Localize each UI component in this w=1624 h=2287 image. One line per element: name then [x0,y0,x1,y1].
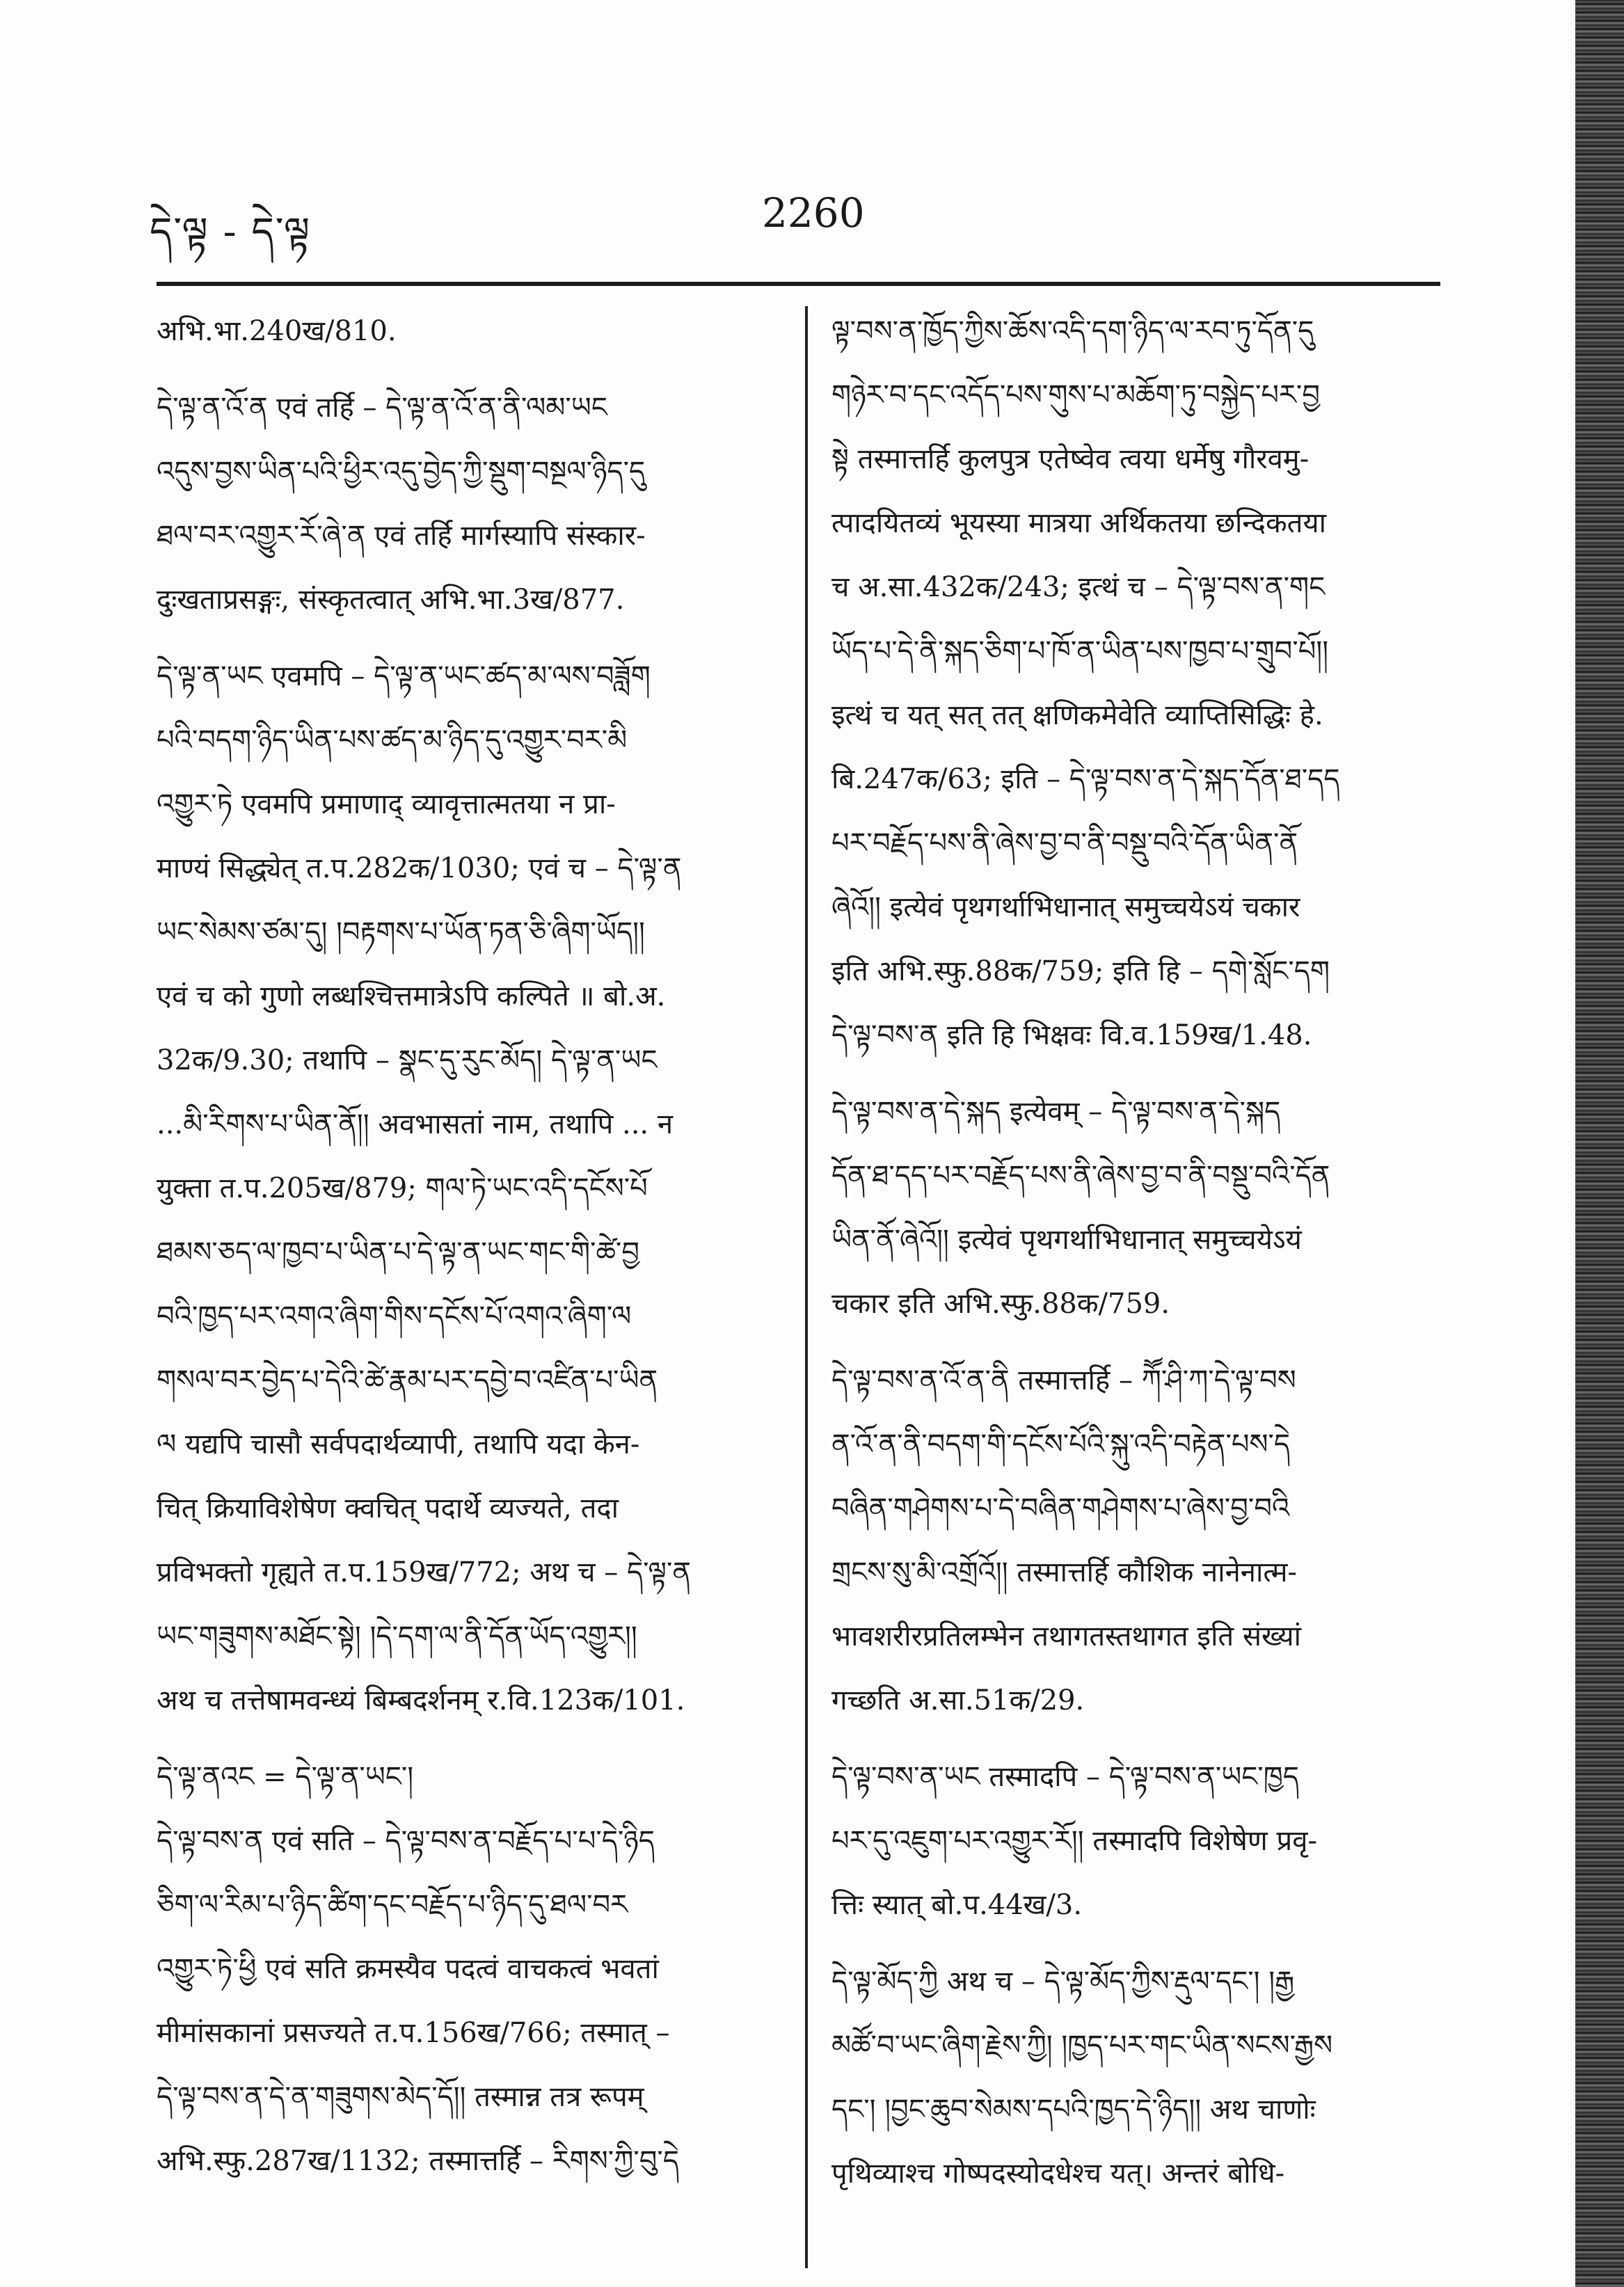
text-line: བའི་ཁྱད་པར་འགའ་ཞིག་གིས་དངོས་པོ་འགའ་ཞིག་ལ [157,1300,632,1332]
text-line: གྲངས་སུ་མི་འགྲོའོ།། तस्मात्तर्हि कौशिक नानेनात्म- [831,1556,1298,1588]
text-line: अभि.भा.240ख/810. [157,315,397,347]
text-line: དེ་ལྟ་ན་འོ་ན एवं तर्हि – དེ་ལྟ་ན་འོ་ན་ནི་ལམ་ཡང [157,392,607,424]
text-line: དེ་ལྟ་ན་ཡང एवमपि – དེ་ལྟ་ན་ཡང་ཚད་མ་ལས་བཟློག [157,660,651,692]
text-line: གཉེར་བ་དང་འདོད་པས་གུས་པ་མཆོག་ཏུ་བསྐྱེད་པར་བྱ [831,379,1320,411]
text-line: འདུས་བྱས་ཡིན་པའི་ཕྱིར་འདུ་བྱེད་ཀྱི་སྡུག་བསྔལ་ཉིད་དུ [157,456,646,488]
text-line: ཡོད་པ་དེ་ནི་སྐད་ཅིག་པ་ཁོ་ན་ཡིན་པས་ཁྱབ་པ་གྲུབ་པོ།། [831,635,1329,667]
text-line: भावशरीरप्रतिलम्भेन तथागतस्तथागत इति संख्यां [831,1620,1301,1652]
text-line: མཚོ་བ་ཡང་ཞིག་རྗེས་ཀྱི། །ཁྱད་པར་གང་ཡིན་སངས་རྒྱས [831,2030,1333,2062]
text-line: चित् क्रियाविशेषेण क्वचित् पदार्थे व्यज्यते, तदा [157,1492,619,1524]
text-line: ཐལ་བར་འགྱུར་རོ་ཞེ་ན एवं तर्हि मार्गस्यापि संस्कार- [157,520,646,552]
text-line: ལ यद्यपि चासौ सर्वपदार्थव्यापी, तथापि यदा केन- [157,1428,640,1460]
text-line: ཡང་སེམས་ཙམ་དུ། །བརྟགས་པ་ཡོན་ཏན་ཅི་ཞིག་ཡོད།། [157,916,645,948]
header-rule [157,282,1440,286]
text-line: དེ་ལྟ་མོད་ཀྱི अथ च – དེ་ལྟ་མོད་ཀྱིས་རྡུལ་དང་། །རྒྱ [831,1966,1295,1998]
right-column [831,299,1444,2206]
text-line: བཞིན་གཤེགས་པ་དེ་བཞིན་གཤེགས་པ་ཞེས་བྱ་བའི [831,1492,1290,1524]
text-line: འགྱུར་ཏེ་ཕྱི एवं सति क्रमस्यैव पदत्वं वाचकत्वं भवतां [157,1953,659,1985]
text-line: त्पादयितव्यं भूयस्या मात्रया अर्थिकतया छन्दिकतया [831,507,1327,539]
text-line: དོན་ཐ་དད་པར་བརྗོད་པས་ནི་ཞེས་བྱ་བ་ནི་བསྡུ་བའི་དོན [831,1160,1330,1192]
text-line: ན་འོ་ན་ནི་བདག་གི་དངོས་པོའི་སྐུ་འདི་བརྟེན་པས་དེ [831,1428,1291,1460]
text-line: དེ་ལྟ་བས་ན इति हि भिक्षवः वि.व.159ख/1.48. [831,1019,1312,1051]
guide-words: དེ་ལྟ - དེ་ལྟ [150,209,312,255]
text-line: त्तिः स्यात् बो.प.44ख/3. [831,1889,1083,1921]
text-line: དེ་ལྟ་བས་ན་ཡང तस्मादपि – དེ་ལྟ་བས་ན་ཡང་ཁྱད [831,1761,1299,1793]
text-line: སྟེ तस्मात्तर्हि कुलपुत्र एतेष्वेव त्वया धर्मेषु गौरवमु- [831,443,1309,475]
text-line: ལྟ་བས་ན་ཁྱོད་ཀྱིས་ཆོས་འདི་དག་ཉིད་ལ་རབ་ཏུ་དོན་དུ [831,315,1314,347]
text-line: ...མི་རིགས་པ་ཡིན་ནོ།། अवभासतां नाम, तथापि ... न [157,1108,674,1140]
column-divider [805,306,808,2268]
text-line: ཞེའོ།། इत्येवं पृथगर्थाभिधानात् समुच्चयेऽयं चकार [831,891,1300,923]
text-line: ཅིག་ལ་རིམ་པ་ཉིད་ཚིག་དང་བརྗོད་པ་ཉིད་དུ་ཐལ་བར [157,1889,628,1921]
text-line: दुःखताप्रसङ्गः, संस्कृतत्वात् अभि.भा.3ख/877. [157,584,625,616]
text-line: गच्छति अ.सा.51क/29. [831,1684,1085,1716]
text-line: अभि.स्फु.287ख/1132; तस्मात्तर्हि – རིགས་ཀྱི་བུ་དེ [157,2145,679,2177]
text-line: འགྱུར་ཏེ एवमपि प्रमाणाद् व्यावृत्तात्मतया न प्रा- [157,788,616,820]
text-line: इति अभि.स्फु.88क/759; इति हि – དགེ་སློང་དག [831,955,1330,987]
text-line: पृथिव्याश्च गोष्पदस्योदधेश्च यत्। अन्तरं बोधि- [831,2158,1285,2190]
text-line: གསལ་བར་བྱེད་པ་དེའི་ཚེ་རྣམ་པར་དབྱེ་བ་འཛིན་པ་ཡིན [157,1364,658,1396]
text-line: དེ་ལྟ་བས་ན་དེ་ན་གཟུགས་མེད་དོ།། तस्मान्न तत्र रूपम् [157,2081,644,2113]
text-line: 32क/9.30; तथापि – སྣང་དུ་རུང་མོད། དེ་ལྟ་ན་ཡང [157,1044,658,1076]
text-line: དེ་ལྟ་བས་ན་དེ་སྐད इत्येवम् – དེ་ལྟ་བས་ན་དེ་སྐད [831,1096,1281,1128]
text-line: माण्यं सिद्ध्येत् त.प.282क/1030; एवं च – དེ་ལྟ་ན [157,852,682,884]
text-line: ཡིན་ནོ་ཞེའོ།། इत्येवं पृथगर्थाभिधानात् समुच्चयेऽयं [831,1224,1302,1256]
text-line: अथ च तत्तेषामवन्ध्यं बिम्बदर्शनम् र.वि.123क/101. [157,1684,685,1716]
text-line: चकार इति अभि.स्फु.88क/759. [831,1288,1170,1320]
text-line: དེ་ལྟ་བས་ན་འོ་ན་ནི तस्मात्तर्हि – ཀཽ་ཤི་ཀ་དེ་ལྟ་བས [831,1364,1296,1396]
text-line: युक्ता त.प.205ख/879; གལ་ཏེ་ཡང་འདི་དངོས་པོ [157,1172,648,1204]
text-line: प्रविभक्तो गृह्यते त.प.159ख/772; अथ च – དེ་ལྟ་ན [157,1556,692,1588]
text-line: པའི་བདག་ཉིད་ཡིན་པས་ཚད་མ་ཉིད་དུ་འགྱུར་བར་མི [157,724,628,756]
text-line: मीमांसकानां प्रसज्यते त.प.156ख/766; तस्मात् – [157,2017,670,2049]
left-column [157,299,786,2193]
text-line: པར་དུ་འཇུག་པར་འགྱུར་རོ།། तस्मादपि विशेषेण प्रवृ- [831,1825,1318,1857]
text-line: एवं च को गुणो लब्धश्चित्तमात्रेऽपि कल्पिते ॥ बो.अ. [157,980,666,1012]
text-line: དེ་ལྟ་བས་ན एवं सति – དེ་ལྟ་བས་ན་བརྗོད་པ་པ་དེ་ཉིད [157,1825,655,1857]
page-edge-shadow [1575,0,1624,2287]
text-line: དང་། །བྱང་ཆུབ་སེམས་དཔའི་ཁྱད་དེ་ཉིད།། अथ चाणोः [831,2094,1316,2126]
text-line: ཡང་གཟུགས་མཐོང་སྟེ། །དེ་དག་ལ་ནི་དོན་ཡོད་འགྱུར།། [157,1620,637,1652]
text-line: बि.247क/63; इति – དེ་ལྟ་བས་ན་དེ་སྐད་དོན་ཐ་དད [831,763,1340,795]
text-line: དེ་ལྟ་ནའང = དེ་ལྟ་ན་ཡང་། [157,1761,414,1793]
text-line: པར་བརྗོད་པས་ནི་ཞེས་བྱ་བ་ནི་བསྡུ་བའི་དོན་ཡིན་ནོ [831,827,1298,859]
text-line: इत्थं च यत् सत् तत् क्षणिकमेवेति व्याप्तिसिद्धिः हे. [831,699,1323,731]
text-line: ཐམས་ཅད་ལ་ཁྱབ་པ་ཡིན་པ་དེ་ལྟ་ན་ཡང་གང་གི་ཚེ་བྱ [157,1236,639,1268]
page-number: 2260 [762,189,865,237]
text-line: च अ.सा.432क/243; इत्थं च – དེ་ལྟ་བས་ན་གང [831,571,1326,603]
